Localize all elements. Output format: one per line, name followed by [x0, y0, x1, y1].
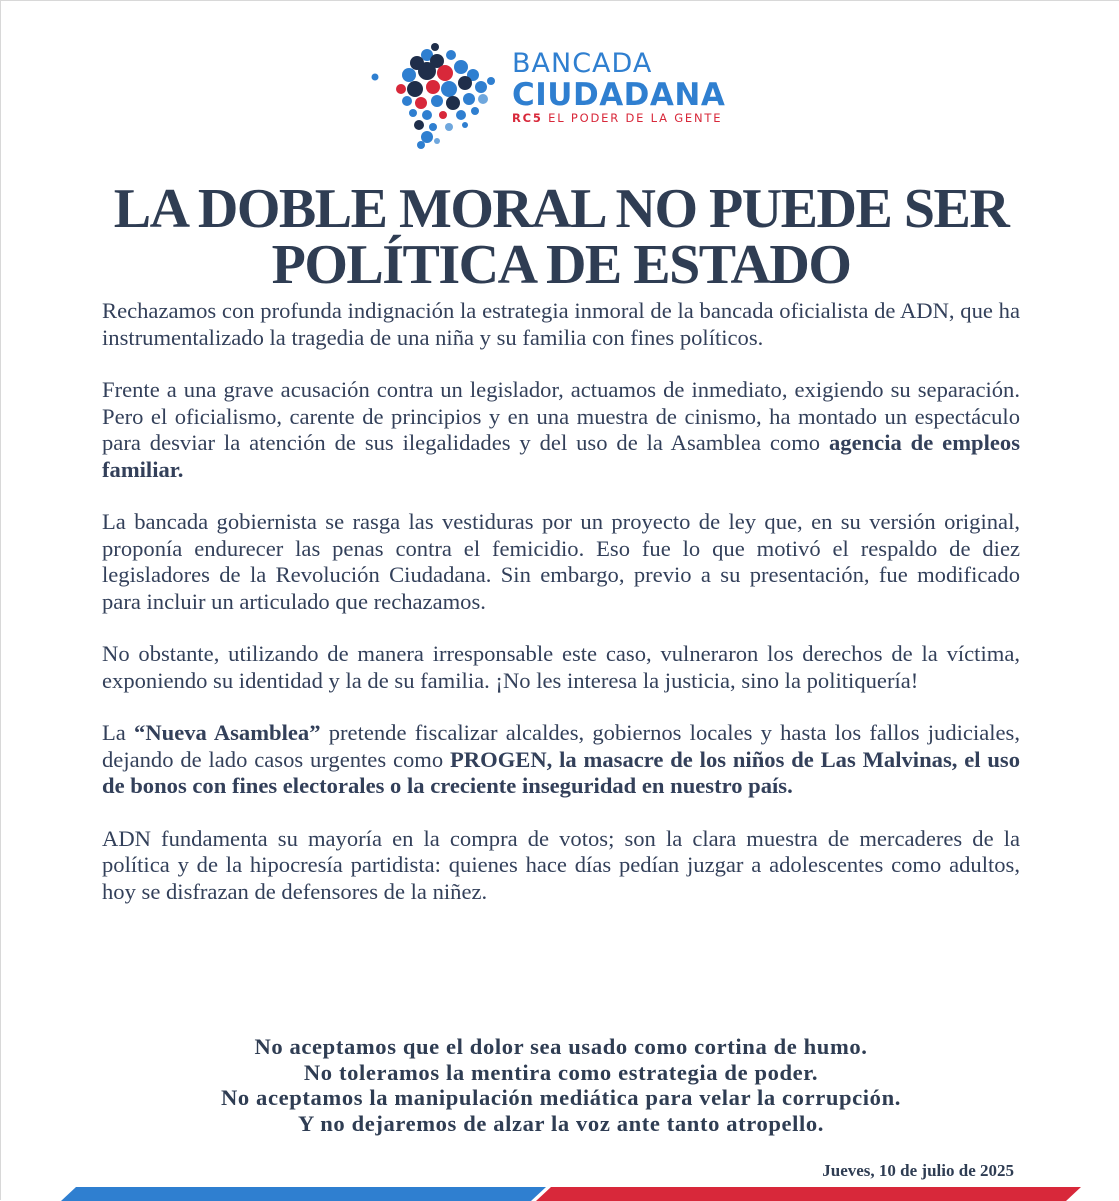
statement-body [102, 298, 1020, 931]
logo-dot [463, 93, 475, 105]
paragraph-2-bold: agencia de empleos familiar. [102, 430, 1020, 482]
logo-dot [429, 123, 437, 131]
logo-tag-text: EL PODER DE LA GENTE [548, 111, 723, 125]
logo-dot [417, 141, 425, 149]
logo-dot [431, 43, 439, 51]
logo-line-ciudadana: CIUDADANA [512, 77, 726, 113]
logo-line-bancada: BANCADA [512, 48, 653, 79]
logo-dot [415, 97, 427, 109]
logo-tag-prefix: RC5 [512, 111, 543, 125]
logo-tagline [512, 111, 752, 125]
closing-line-1: No aceptamos que el dolor sea usado como cortina de humo. [254, 1034, 868, 1059]
logo-dot [445, 123, 453, 131]
logo-dot [456, 110, 466, 120]
closing-line-4: Y no dejaremos de alzar la voz ante tanto atropello. [297, 1110, 825, 1136]
logo-dot [402, 68, 416, 82]
bancada-ciudadana-logo [369, 41, 749, 153]
logo-dot [462, 122, 468, 128]
footer-color-bars [1, 1187, 1119, 1201]
logo-dot [414, 120, 424, 130]
logo-dot [422, 110, 432, 120]
logo-dot [396, 84, 406, 94]
logo-dot [478, 94, 488, 104]
logo-dot [421, 131, 433, 143]
footer-red-bar [536, 1187, 1081, 1201]
logo-dot [407, 81, 423, 97]
logo-dot [487, 77, 495, 85]
logo-dot [458, 76, 472, 90]
logo-dot [434, 138, 440, 144]
paragraph-3: La bancada gobiernista se rasga las vestiduras por un proyecto de ley que, en su versión original, proponía endurecer las penas contra el femicidio. Eso fue lo que motivó el respaldo de diez legisladores de la Revolución Ciudadana. Sin embargo, previo a su presentación, fue modificado para incluir un articulado que rechazamos. [102, 509, 1020, 614]
logo-dot [471, 107, 479, 115]
date: Jueves, 10 de julio de 2025 [822, 1161, 1014, 1180]
logo-dot [418, 62, 436, 80]
closing-statement [101, 1034, 1021, 1136]
logo-dot [446, 96, 460, 110]
logo-dot [409, 109, 417, 117]
logo-dot [372, 74, 379, 81]
logo-dot [439, 111, 447, 119]
paragraph-5-text-b: pretende fiscalizar alcaldes, gobiernos locales y hasta los fallos judiciales, dejando de lado casos urgentes como [102, 720, 1020, 772]
logo-dot [446, 50, 456, 60]
logo-dot [454, 60, 468, 74]
logo-dot [426, 80, 440, 94]
logo-dot [402, 96, 412, 106]
footer-blue-bar [61, 1187, 546, 1201]
paragraph-5-bold-2: PROGEN, la masacre de los niños de Las Malvinas, el uso de bonos con fines electorales o la creciente inseguridad en nuestro país. [102, 746, 1020, 798]
logo-dot [475, 81, 487, 93]
paragraph-1: Rechazamos con profunda indignación la estrategia inmoral de la bancada oficialista de ADN, que ha instrumentalizado la tragedia de una niña y su familia con fines políticos. [102, 298, 1020, 350]
headline-line-2: POLÍTICA DE ESTADO [271, 234, 851, 296]
paragraph-5-bold-1: “Nueva Asamblea” [134, 720, 321, 745]
logo-dot [437, 65, 453, 81]
logo-dot [431, 95, 443, 107]
paragraph-2-text: Frente a una grave acusación contra un legislador, actuamos de inmediato, exigiendo su separación. Pero el oficialismo, carente de principios y en una muestra de cinismo, ha montado un espectáculo para desviar la atención de sus ilegalidades y del uso de la Asamblea como [102, 377, 1020, 455]
paragraph-6: ADN fundamenta su mayoría en la compra de votos; son la clara muestra de mercaderes de la política y de la hipocresía partidista: quienes hace días pedían juzgar a adolescentes como adultos, hoy se disfrazan de defensores de la niñez. [102, 825, 1020, 904]
closing-line-3: No aceptamos la manipulación mediática para velar la corrupción. [221, 1085, 901, 1110]
headline-line-1: LA DOBLE MORAL NO PUEDE SER [113, 178, 1009, 240]
logo-dot [441, 81, 457, 97]
closing-line-2: No toleramos la mentira como estrategia de poder. [303, 1059, 819, 1085]
paragraph-5-text-a: La [102, 720, 135, 745]
logo-dots-mark-icon [369, 41, 504, 153]
headline [41, 178, 1081, 296]
paragraph-2 [102, 377, 1020, 483]
paragraph-5 [102, 720, 1020, 800]
paragraph-4: No obstante, utilizando de manera irresponsable este caso, vulneraron los derechos de la víctima, exponiendo su identidad y la de su familia. ¡No les interesa la justicia, sino la politiquería! [102, 641, 1020, 693]
